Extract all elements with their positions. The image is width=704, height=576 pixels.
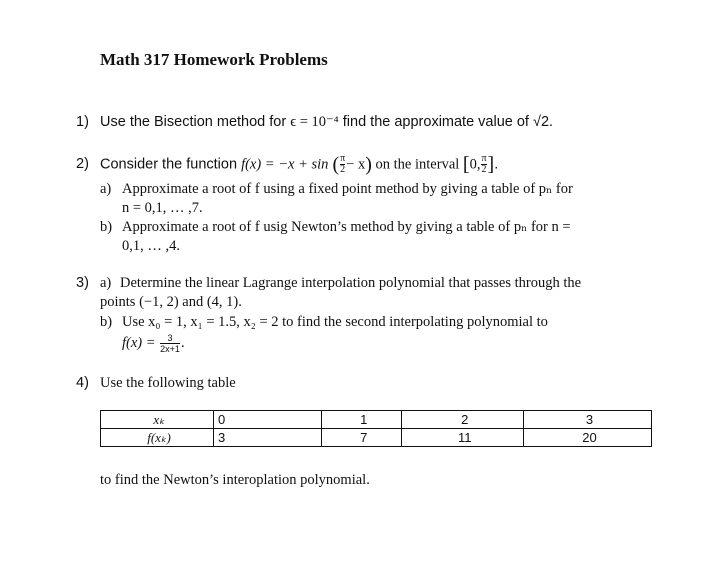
- problem-3a-line1: Determine the linear Lagrange interpolation polynomial that passes through the: [120, 275, 582, 291]
- problem-3b-fx: f(x) =: [122, 334, 156, 351]
- table-row-x: [101, 411, 652, 429]
- problem-4-after-table: to find the Newton’s interoplation polynomial.: [100, 472, 370, 488]
- problem-3b-line1: Use x₀ = 1, x₁ = 1.5, x₂ = 2 to find the second interpolating polynomial to: [122, 314, 548, 330]
- problem-3a: [76, 274, 581, 292]
- problem-2-number: 2): [76, 156, 89, 173]
- problem-2b-line1: Approximate a root of f usig Newton’s method by giving a table of pₙ for n =: [122, 219, 571, 235]
- table-cell: 11: [402, 429, 524, 447]
- problem-2-minus-x: − x: [346, 156, 366, 173]
- problem-4-number: 4): [76, 375, 89, 391]
- problem-2a-label: a): [100, 181, 112, 197]
- problem-2b-label: b): [100, 219, 113, 235]
- problem-3a-line2: points (−1, 2) and (4, 1).: [100, 294, 242, 310]
- problem-2-statement: 2) Consider the function f(x) = −x + sin ( $\frac{\pi}{2}$ − x) on the interval [0, $\frac{\pi}{2}$ ].: [76, 153, 499, 176]
- problem-1-epsilon: ϵ = 10⁻⁴: [290, 114, 339, 130]
- table-header-xk: xₖ: [101, 411, 214, 429]
- problem-2-interval-text: on the interval: [371, 156, 463, 173]
- problem-3-number: 3): [76, 275, 89, 291]
- problem-2a-line1: Approximate a root of f using a fixed point method by giving a table of pₙ for: [122, 181, 573, 197]
- problem-2-interval-start: 0,: [469, 156, 481, 173]
- problem-2b: [100, 218, 571, 236]
- table-cell: 1: [322, 411, 402, 429]
- table-cell: 7: [322, 429, 402, 447]
- table-cell: 2: [402, 411, 524, 429]
- table-cell: 3: [524, 411, 652, 429]
- problem-3a-label: a): [100, 275, 112, 291]
- problem-2-pi-over-2: $\frac{\pi}{2}$: [340, 153, 346, 175]
- problem-4: [76, 374, 236, 392]
- problem-2a: [100, 180, 573, 198]
- problem-2-function: f(x) = −x + sin: [241, 156, 329, 173]
- table-cell: 3: [214, 429, 322, 447]
- problem-2a-line2: n = 0,1, … ,7.: [122, 200, 203, 216]
- table-row-f: [101, 429, 652, 447]
- problem-1-text-after: find the approximate value of √2.: [338, 114, 554, 130]
- problem-1-number: 1): [76, 114, 89, 130]
- problem-3b: [100, 313, 548, 331]
- problem-4-text: Use the following table: [100, 375, 236, 391]
- table-cell: 20: [524, 429, 652, 447]
- page-title: Math 317 Homework Problems: [100, 50, 328, 69]
- problem-3b-fraction: $\frac{3}{2x+1}$: [160, 333, 180, 354]
- problem-1: [76, 113, 553, 131]
- problem-2b-line2: 0,1, … ,4.: [122, 238, 180, 254]
- data-table: [100, 410, 652, 447]
- table-header-fxk: f(xₖ): [101, 429, 214, 447]
- problem-2-interval-end: $\frac{\pi}{2}$: [481, 153, 487, 175]
- table-cell: 0: [214, 411, 322, 429]
- problem-1-text-before: Use the Bisection method for: [100, 114, 291, 130]
- problem-3b-label: b): [100, 314, 113, 330]
- problem-2-intro: Consider the function: [100, 156, 242, 173]
- problem-3b-function: f(x) = $\frac{3}{2x+1}$ .: [122, 333, 185, 354]
